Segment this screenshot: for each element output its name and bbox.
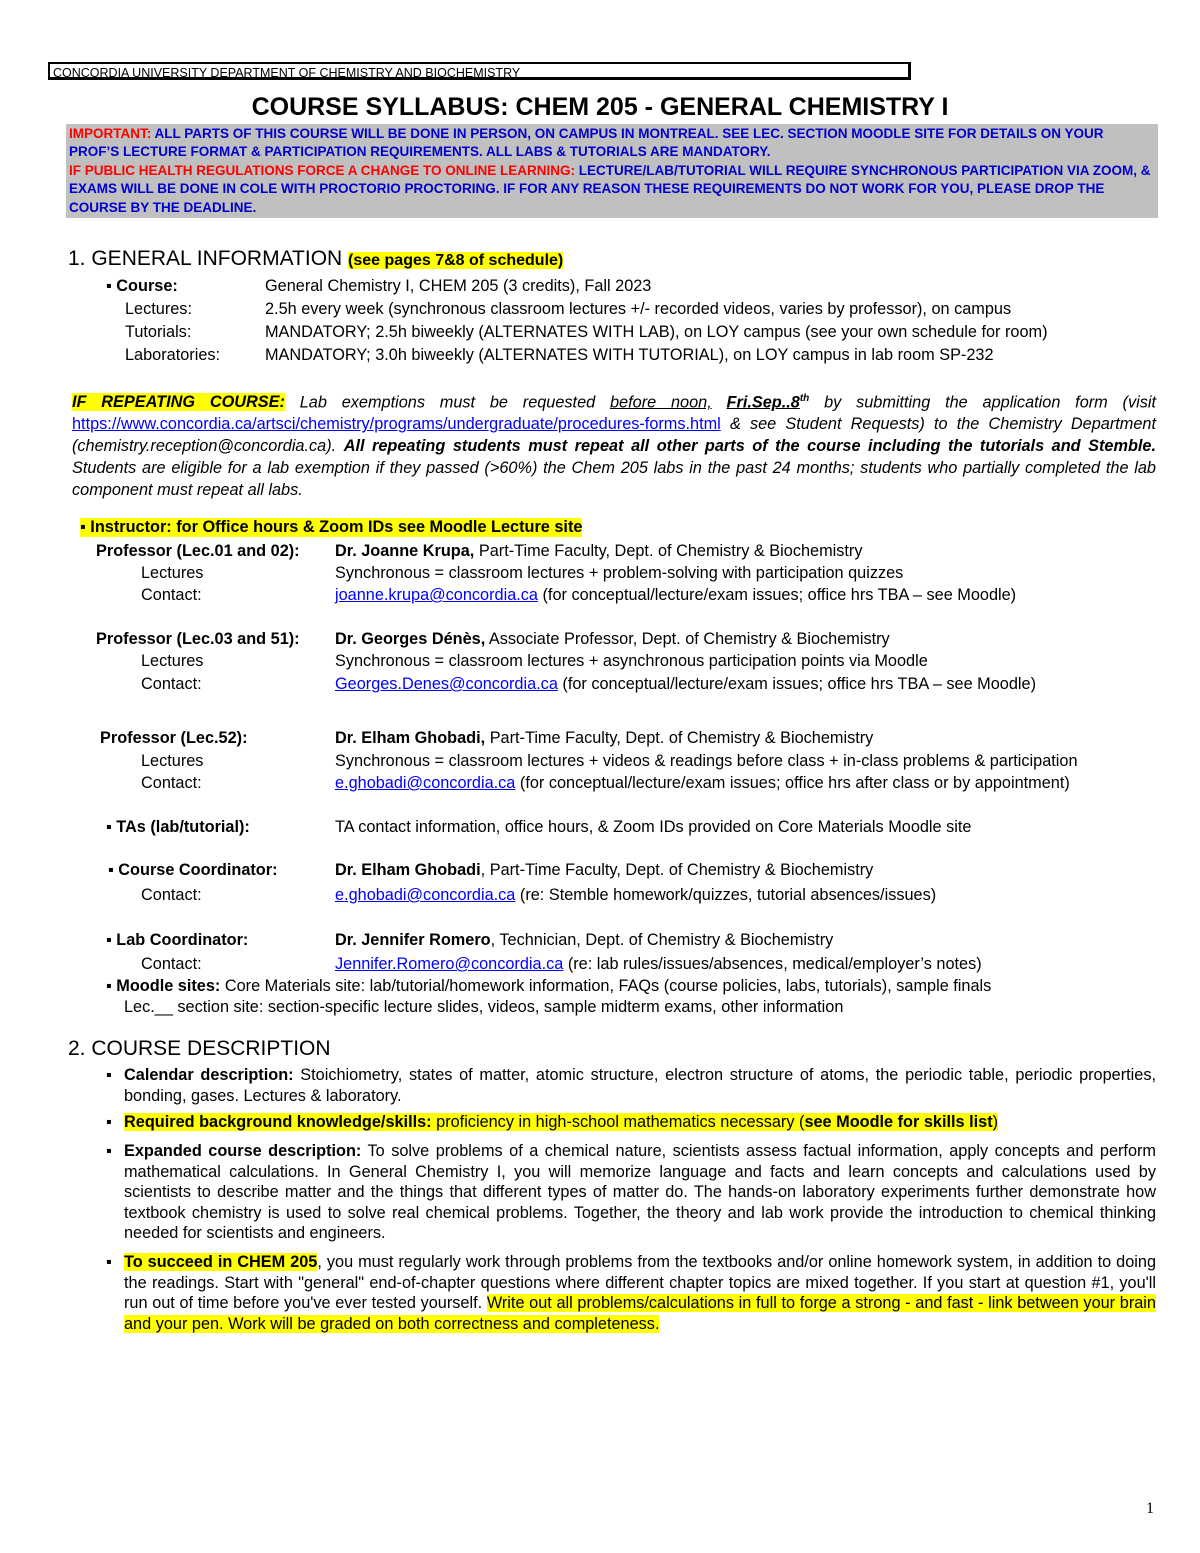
course-coordinator-contact: Contact: e.ghobadi@concordia.ca (re: Stemble homework/quizzes, tutorial absences/issues) [141, 886, 937, 904]
professor-1-lectures: Lectures Synchronous = classroom lectures + problem-solving with participation quizzes [141, 564, 904, 582]
background-knowledge: ▪ Required background knowledge/skills: proficiency in high-school mathematics necessary (see Moodle for skills list) [106, 1113, 999, 1131]
moodle-section-site-row: Lec.__ section site: section-specific lecture slides, videos, sample midterm exams, other information [124, 998, 844, 1016]
email-link[interactable]: e.ghobadi@concordia.ca [335, 774, 516, 792]
section1-heading-note: (see pages 7&8 of schedule) [348, 252, 564, 269]
professor-3-contact: Contact: e.ghobadi@concordia.ca (for conceptual/lecture/exam issues; office hrs after class or by appointment) [141, 774, 1070, 792]
important-text: ALL PARTS OF THIS COURSE WILL BE DONE IN PERSON, ON CAMPUS IN MONTREAL. SEE LEC. SECTION MOODLE SITE FOR DETAILS ON YOUR PROF’S LECTURE FORMAT & PARTICIPATION REQUIREMENTS. ALL LABS & TUTORIALS ARE MANDATORY. [69, 126, 1104, 160]
moodle-sites-row: ▪ Moodle sites: Core Materials site: lab/tutorial/homework information, FAQs (course policies, labs, tutorials), sample finals [106, 977, 992, 995]
health-label: IF PUBLIC HEALTH REGULATIONS FORCE A CHANGE TO ONLINE LEARNING: [69, 162, 575, 178]
lab-coordinator-row: ▪ Lab Coordinator: Dr. Jennifer Romero, Technician, Dept. of Chemistry & Biochemistry [106, 931, 834, 949]
email-link[interactable]: Jennifer.Romero@concordia.ca [335, 955, 564, 973]
calendar-description: ▪ Calendar description: Stoichiometry, states of matter, atomic structure, electron structure of atoms, the periodic table, periodic properties, bonding, gases. Lectures & laboratory. [106, 1066, 1157, 1105]
important-notice [66, 124, 1158, 218]
health-text: LECTURE/LAB/TUTORIAL WILL REQUIRE SYNCHRONOUS PARTICIPATION VIA ZOOM, & EXAMS WILL BE DONE IN COLE WITH PROCTORIO PROCTORING. IF FOR ANY REASON THESE REQUIREMENTS DO NOT WORK FOR YOU, PLEASE DROP THE COURSE BY THE DEADLINE. [69, 162, 1151, 215]
tas-row: ▪ TAs (lab/tutorial): TA contact information, office hours, & Zoom IDs provided on Core Materials Moodle site [106, 818, 972, 836]
professor-3: Professor (Lec.52): Dr. Elham Ghobadi, Part-Time Faculty, Dept. of Chemistry & Biochemistry [100, 729, 874, 747]
professor-3-lectures: Lectures Synchronous = classroom lectures + videos & readings before class + in-class problems & participation [141, 752, 1078, 770]
expanded-description: ▪ Expanded course description: To solve problems of a chemical nature, scientists assess factual information, apply concepts and perform mathematical calculations. In General Chemistry I, you will memorize language and facts and learn concepts and calculations used by scientists to describe matter and the things that different types of matter do. The hands-on laboratory experiments further demonstrate how textbook chemistry is used to solve real chemical problems. Together, the theory and lab work provide the introduction to chemical thinking needed for scientists and engineers. [106, 1142, 1156, 1242]
email-link[interactable]: Georges.Denes@concordia.ca [335, 675, 558, 693]
course-coordinator-row: ▪ Course Coordinator: Dr. Elham Ghobadi, Part-Time Faculty, Dept. of Chemistry & Biochemistry [108, 861, 874, 879]
email-link[interactable]: joanne.krupa@concordia.ca [335, 586, 538, 604]
succeed-paragraph: ▪ To succeed in CHEM 205, you must regularly work through problems from the textbooks and/or online homework system, in addition to doing the readings. Start with "general" end-of-chapter questions where different chapter topics are mixed together. If you start at question #1, you'll run out of time before you've ever tested yourself. Write out all problems/calculations in full to forge a strong - and fast - link between your brain and your pen. Work will be graded on both correctness and completeness. [106, 1253, 1156, 1333]
professor-2-lectures: Lectures Synchronous = classroom lectures + asynchronous participation points via Moodle [141, 652, 928, 670]
procedures-forms-link[interactable]: https://www.concordia.ca/artsci/chemistry/programs/undergraduate/procedures-forms.html [72, 415, 721, 434]
department-header-box: CONCORDIA UNIVERSITY DEPARTMENT OF CHEMISTRY AND BIOCHEMISTRY [48, 62, 911, 80]
page-number: 1 [1146, 1500, 1154, 1517]
section1-heading: 1. GENERAL INFORMATION (see pages 7&8 of schedule) [68, 247, 564, 270]
professor-1-contact: Contact: joanne.krupa@concordia.ca (for conceptual/lecture/exam issues; office hrs TBA – see Moodle) [141, 586, 1017, 604]
section2-heading: 2. COURSE DESCRIPTION [68, 1037, 331, 1060]
important-label: IMPORTANT: [69, 126, 152, 141]
professor-2-contact: Contact: Georges.Denes@concordia.ca (for conceptual/lecture/exam issues; office hrs TBA – see Moodle) [141, 675, 1036, 693]
lab-coordinator-contact: Contact: Jennifer.Romero@concordia.ca (re: lab rules/issues/absences, medical/employer’s notes) [141, 955, 982, 973]
email-link[interactable]: e.ghobadi@concordia.ca [335, 886, 516, 904]
professor-2: Professor (Lec.03 and 51): Dr. Georges Dénès, Associate Professor, Dept. of Chemistry & Biochemistry [96, 630, 890, 648]
page-title: COURSE SYLLABUS: CHEM 205 - GENERAL CHEMISTRY I [251, 93, 949, 121]
instructor-heading: ▪ Instructor: for Office hours & Zoom IDs see Moodle Lecture site [80, 518, 583, 536]
repeating-course-paragraph: IF REPEATING COURSE: Lab exemptions must be requested before noon, Fri.Sep..8th by submitting the application form (visit https://www.concordia.ca/artsci/chemistry/programs/undergraduate/procedures-forms.html & see Student Requests) to the Chemistry Department (chemistry.reception@concordia.ca). All repeating students must repeat all other parts of the course including the tutorials and Stemble. Students are eligible for a lab exemption if they passed (>60%) the Chem 205 labs in the past 24 months; students who partially completed the lab component must repeat all labs. [72, 393, 1157, 499]
professor-1: Professor (Lec.01 and 02): Dr. Joanne Krupa, Part-Time Faculty, Dept. of Chemistry & Biochemistry [96, 542, 863, 560]
